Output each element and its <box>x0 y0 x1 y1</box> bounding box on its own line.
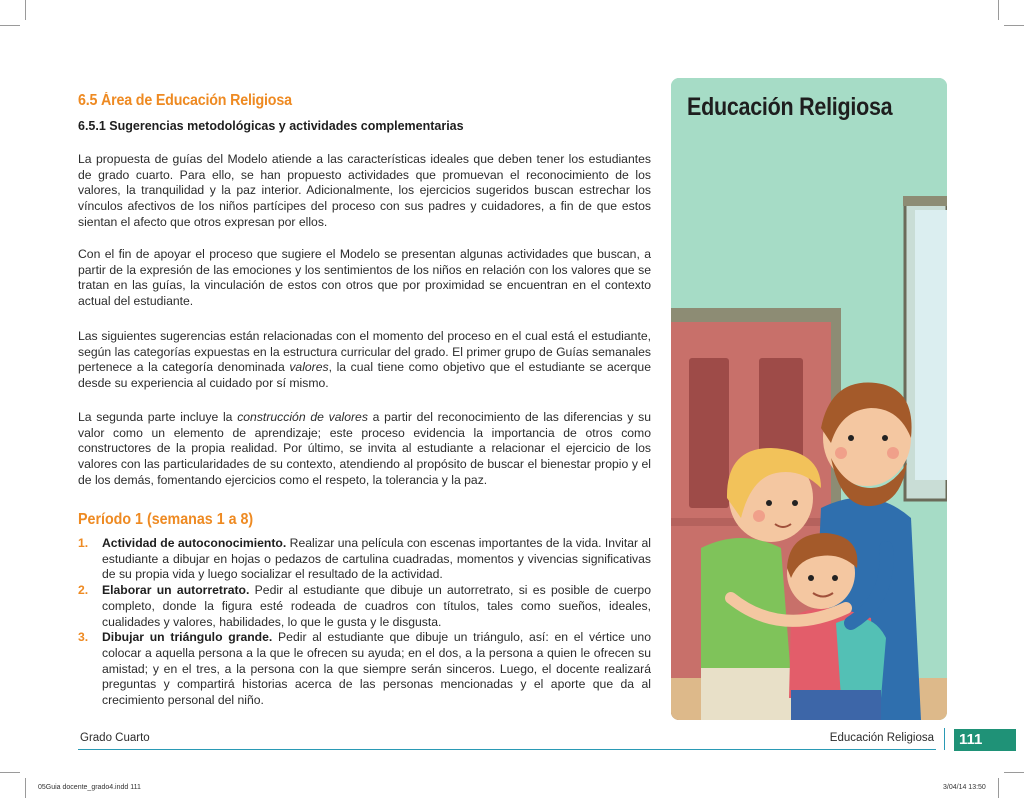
activity-text: Realizar una película con escenas importantes de la vida. Invitar al estudiante a dibujar en hojas o pedazos de cartulina cuadradas, momentos y vivencias significativas de su propia vida y luego socializar el resultado de la actividad. <box>102 536 651 582</box>
page-number: 111 <box>954 729 1016 751</box>
paragraph-segment: , la cual tiene como objetivo que el estudiante se acerque desde su experiencia al cuidado por sí mismo. <box>78 360 651 391</box>
activity-number: 2. <box>78 583 89 598</box>
illustration-title: Educación Religiosa <box>687 93 893 121</box>
activity-title: Elaborar un autorretrato. <box>102 583 250 598</box>
activity-number: 3. <box>78 630 89 645</box>
footer-rule <box>78 749 936 750</box>
crop-mark <box>25 778 26 798</box>
slug-date: 3/04/14 13:50 <box>943 784 986 791</box>
crop-mark <box>998 778 999 798</box>
emphasis-valores: valores <box>289 360 329 375</box>
paragraph-segment: La segunda parte incluye la <box>78 410 238 424</box>
activity-text: Pedir al estudiante que dibuje un triángulo, así: en el vértice uno colocar a aquella persona a la que le ofrecen su ayuda; en el dos, a la persona a quien le ofrecen su amistad; y en el tres, a la persona con la que siempre serán sinceros. Luego, el docente realizará preguntas y compartirá historias acerca de las personas mencionadas y el aporte que da al crecimiento personal del niño. <box>102 630 651 708</box>
section-subtitle: 6.5.1 Sugerencias metodológicas y actividades complementarias <box>78 119 464 133</box>
footer-grade: Grado Cuarto <box>80 732 150 744</box>
family-hug-illustration <box>671 78 947 720</box>
paragraph-second-part <box>78 410 651 489</box>
crop-mark <box>25 0 26 20</box>
activity-item <box>78 583 651 630</box>
activity-item <box>78 630 651 709</box>
paragraph-segment: a partir del reconocimiento de las diferencias y su valor como un elemento de aprendizaje; este proceso evidencia la importancia de otros como constructores de la propia realidad. Por último, se invita al estudiante a relacionar el ejercicio de los valores con las particularidades de su contexto, atendiendo al propósito de buscar el bienestar propio y el de los demás, fomentando ejercicios como el respeto, la tolerancia y la paz. <box>78 410 651 487</box>
activity-item <box>78 536 651 583</box>
paragraph-text <box>78 410 651 489</box>
crop-mark <box>998 0 999 20</box>
activity-title: Dibujar un triángulo grande. <box>102 630 273 645</box>
paragraph-segment: Las siguientes sugerencias están relacionadas con el momento del proceso en el cual está el estudiante, según las categorías expuestas en la estructura curricular del grado. El primer grupo de Guías semanales pertenece a la categoría denominada <box>78 329 651 375</box>
activity-title: Actividad de autoconocimiento. <box>102 536 287 550</box>
activity-number: 1. <box>78 536 89 550</box>
paragraph-text <box>78 329 651 392</box>
paragraph-support <box>78 247 651 310</box>
activity-text: Pedir al estudiante que dibuje un autorretrato, si es posible de cuerpo completo, donde la figura esté rodeada de cuadros con títulos, tales como sueños, ideales, cualidades y valores, habilidades, lo que le gusta y le disgusta. <box>102 583 651 629</box>
footer-separator <box>944 728 945 750</box>
period-title: Período 1 (semanas 1 a 8) <box>78 511 254 528</box>
activity-list <box>78 536 651 709</box>
paragraph-suggestions <box>78 329 651 392</box>
illustration-panel <box>671 78 947 720</box>
crop-mark <box>1004 772 1024 773</box>
crop-mark <box>1004 25 1024 26</box>
paragraph-text: La propuesta de guías del Modelo atiende a las características ideales que deben tener los estudiantes de grado cuarto. Para ello, se han propuesto actividades que promuevan el reconocimiento de los valores, la tranquilidad y la paz interior. Adicionalmente, los ejercicios sugeridos buscan estrechar los vínculos afectivos de los niños partícipes del proceso con sus padres y cuidadores, a fin de que estos sientan el afecto que otros expresan por ellos. <box>78 152 651 229</box>
paragraph-text: Con el fin de apoyar el proceso que sugiere el Modelo se presentan algunas actividades que buscan, a partir de la expresión de las emociones y los sentimientos de los niños en relación con los valores que se tratan en las guías, la vinculación de estos con otros que por proximidad se encuentran en el contexto actual del estudiante. <box>78 247 651 309</box>
crop-mark <box>0 772 20 773</box>
slug-filename: 05Guia docente_grado4.indd 111 <box>38 784 141 791</box>
paragraph-intro <box>78 152 651 231</box>
emphasis-construccion: construcción de valores <box>237 410 368 424</box>
section-title: 6.5 Área de Educación Religiosa <box>78 92 292 109</box>
footer-subject: Educación Religiosa <box>829 732 934 744</box>
crop-mark <box>0 25 20 26</box>
